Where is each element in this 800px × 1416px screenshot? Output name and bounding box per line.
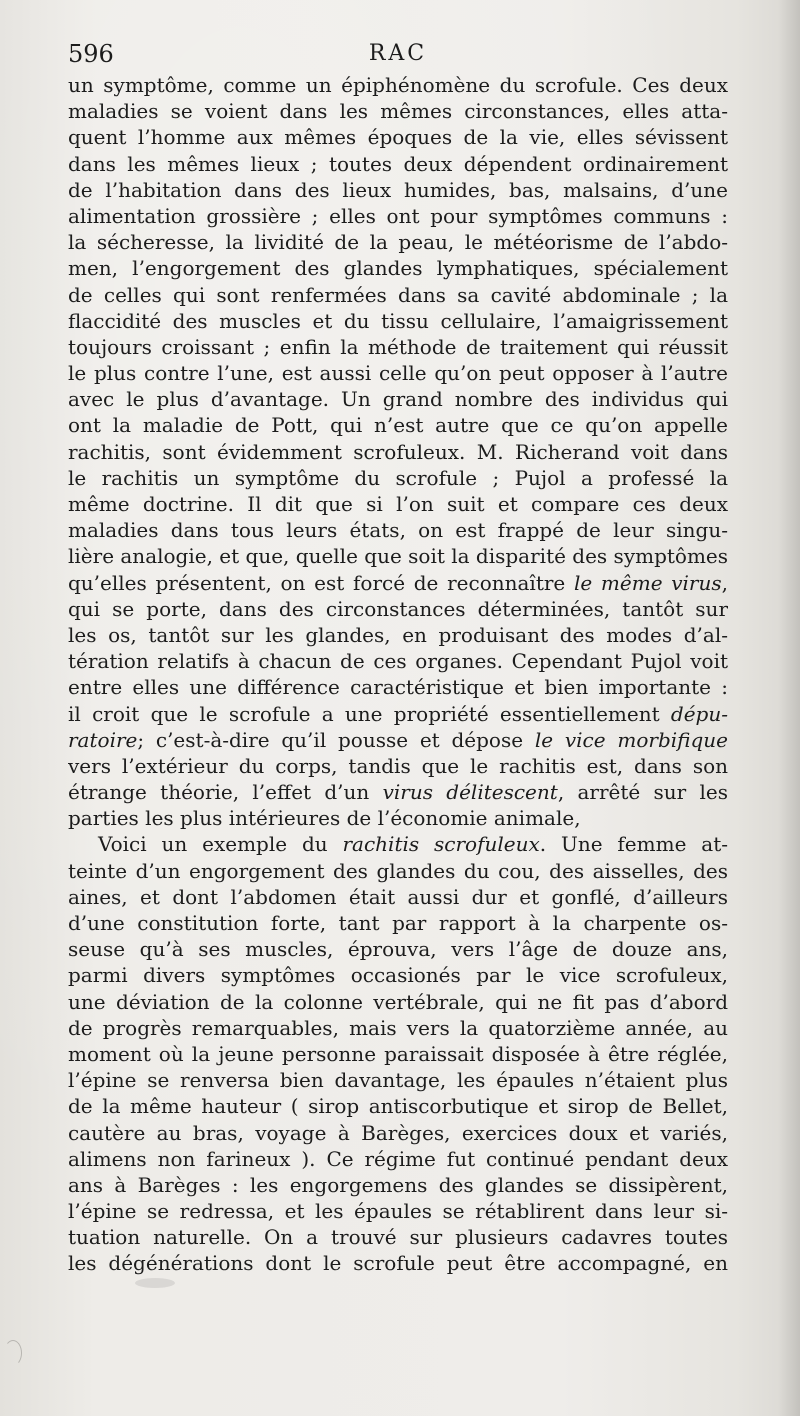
text-line [68, 910, 728, 936]
text-line [68, 1172, 728, 1198]
line-text: toujours croissant ; enfin la méthode de traitement qui réussit [68, 334, 728, 359]
line-text: il croit que le scrofule a une propriété essentiellement [68, 701, 671, 726]
text-line [68, 936, 728, 962]
line-text: , arrêté sur les [557, 780, 728, 805]
text-line [68, 831, 728, 857]
page-number: 596 [68, 40, 114, 68]
text-line [68, 98, 728, 124]
line-text: alimentation grossière ; elles ont pour symptômes communs : [68, 203, 728, 228]
line-text: une déviation de la colonne vertébrale, qui ne fit pas d’abord [68, 989, 728, 1014]
line-text: étrange théorie, l’effet d’un [68, 780, 383, 805]
line-text: , [721, 570, 728, 595]
line-text: l’épine se redressa, et les épaules se rétablirent dans leur si- [68, 1199, 728, 1224]
line-text: dans les mêmes lieux ; toutes deux dépendent ordinairement [68, 151, 728, 176]
text-line [68, 229, 728, 255]
line-text: tuation naturelle. On a trouvé sur plusieurs cadavres toutes [68, 1225, 728, 1250]
italic-text: dépu- [670, 701, 728, 726]
line-text: men, l’engorgement des glandes lymphatiques, spécialement [68, 256, 728, 281]
line-text: avec le plus d’avantage. Un grand nombre des individus qui [68, 387, 728, 412]
text-line [68, 805, 728, 831]
text-line [68, 491, 728, 517]
line-text: seuse qu’à ses muscles, éprouva, vers l’âge de douze ans, [68, 937, 728, 962]
line-text: la sécheresse, la lividité de la peau, le météorisme de l’abdo- [68, 230, 728, 255]
text-line [68, 1250, 728, 1276]
text-line [68, 1120, 728, 1146]
line-text: le plus contre l’une, est aussi celle qu’on peut opposer à l’autre [68, 361, 728, 386]
line-text: le rachitis un symptôme du scrofule ; Pujol a professé la [68, 465, 728, 490]
text-line [68, 255, 728, 281]
line-text: rachitis, sont évidemment scrofuleux. M. Richerand voit dans [68, 439, 728, 464]
text-line [68, 543, 728, 569]
line-text: parties les plus intérieures de l’économie animale, [68, 806, 581, 831]
text-line [68, 1093, 728, 1119]
line-text: moment où la jeune personne paraissait disposée à être réglée, [68, 1041, 728, 1066]
text-line [68, 727, 728, 753]
line-text: de celles qui sont renfermées dans sa cavité abdominale ; la [68, 282, 728, 307]
text-line [68, 1067, 728, 1093]
line-text: les dégénérations dont le scrofule peut être accompagné, en [68, 1251, 728, 1276]
line-text: ont la maladie de Pott, qui n’est autre que ce qu’on appelle [68, 413, 728, 438]
line-text: vers l’extérieur du corps, tandis que le rachitis est, dans son [68, 753, 728, 778]
italic-text: le vice morbifique [534, 727, 728, 752]
running-head [68, 40, 728, 70]
line-text: cautère au bras, voyage à Barèges, exercices doux et variés, [68, 1120, 728, 1145]
text-line [68, 962, 728, 988]
text-line [68, 412, 728, 438]
line-text: quent l’homme aux mêmes époques de la vie, elles sévissent [68, 125, 728, 150]
line-text: maladies dans tous leurs états, on est frappé de leur singu- [68, 518, 728, 543]
line-text: d’une constitution forte, tant par rapport à la charpente os- [68, 911, 728, 935]
italic-text: le même virus [573, 570, 722, 595]
text-line [68, 203, 728, 229]
text-line [68, 386, 728, 412]
line-text: même doctrine. Il dit que si l’on suit et compare ces deux [68, 492, 728, 516]
line-text: teinte d’un engorgement des glandes du cou, des aisselles, des [68, 858, 728, 883]
margin-ink-mark [4, 1340, 22, 1366]
line-text: aines, et dont l’abdomen était aussi dur et gonflé, d’ailleurs [68, 884, 728, 909]
text-line [68, 360, 728, 386]
text-line [68, 884, 728, 910]
line-text: tération relatifs à chacun de ces organes. Cependant Pujol voit [68, 649, 728, 674]
line-text: les os, tantôt sur les glandes, en produisant des modes d’al- [68, 622, 728, 647]
text-line [68, 1041, 728, 1067]
line-text: lière analogie, et que, quelle que soit la disparité des symptômes [68, 544, 728, 569]
line-text: qui se porte, dans des circonstances déterminées, tantôt sur [68, 596, 728, 621]
ink-smudge [135, 1278, 175, 1288]
line-text: ans à Barèges : les engorgemens des glandes se dissipèrent, [68, 1172, 728, 1197]
line-text: entre elles une différence caractéristique et bien importante : [68, 675, 728, 700]
text-line [68, 151, 728, 177]
line-text: alimens non farineux ). Ce régime fut continué pendant deux [68, 1146, 728, 1171]
text-line [68, 570, 728, 596]
page-edge-shadow [778, 0, 800, 1416]
text-line [68, 1224, 728, 1250]
line-text: maladies se voient dans les mêmes circonstances, elles atta- [68, 99, 728, 124]
text-line [68, 439, 728, 465]
text-line [68, 1146, 728, 1172]
line-text: de la même hauteur ( sirop antiscorbutique et sirop de Bellet, [68, 1094, 728, 1119]
italic-text: ratoire [68, 727, 138, 752]
text-line [68, 72, 728, 98]
text-line [68, 648, 728, 674]
line-text: un symptôme, comme un épiphénomène du scrofule. Ces deux [68, 73, 728, 97]
line-text: ; c’est-à-dire qu’il pousse et dépose [137, 727, 535, 752]
text-line [68, 701, 728, 727]
text-line [68, 517, 728, 543]
text-line [68, 674, 728, 700]
line-text: l’épine se renversa bien davantage, les épaules n’étaient plus [68, 1068, 728, 1093]
text-line [68, 308, 728, 334]
text-line [68, 1198, 728, 1224]
line-text: flaccidité des muscles et du tissu cellulaire, l’amaigrissement [68, 308, 728, 333]
text-line [68, 334, 728, 360]
italic-text: rachitis scrofuleux [342, 832, 540, 857]
running-title: RAC [368, 41, 428, 66]
body-text [68, 72, 728, 1277]
line-text: qu’elles présentent, on est forcé de reconnaître [68, 570, 574, 595]
text-line [68, 124, 728, 150]
text-line [68, 1015, 728, 1041]
text-line [68, 622, 728, 648]
line-text: Voici un exemple du [98, 832, 343, 857]
text-line [68, 753, 728, 779]
text-line [68, 465, 728, 491]
text-line [68, 779, 728, 805]
line-text: de progrès remarquables, mais vers la quatorzième année, au [68, 1015, 728, 1040]
text-line [68, 177, 728, 203]
text-line [68, 596, 728, 622]
text-line [68, 858, 728, 884]
text-line [68, 282, 728, 308]
line-text: parmi divers symptômes occasionés par le vice scrofuleux, [68, 963, 728, 988]
italic-text: virus délitescent [382, 780, 558, 805]
line-text: . Une femme at- [539, 832, 728, 857]
line-text: de l’habitation dans des lieux humides, bas, malsains, d’une [68, 177, 728, 202]
text-line [68, 989, 728, 1015]
